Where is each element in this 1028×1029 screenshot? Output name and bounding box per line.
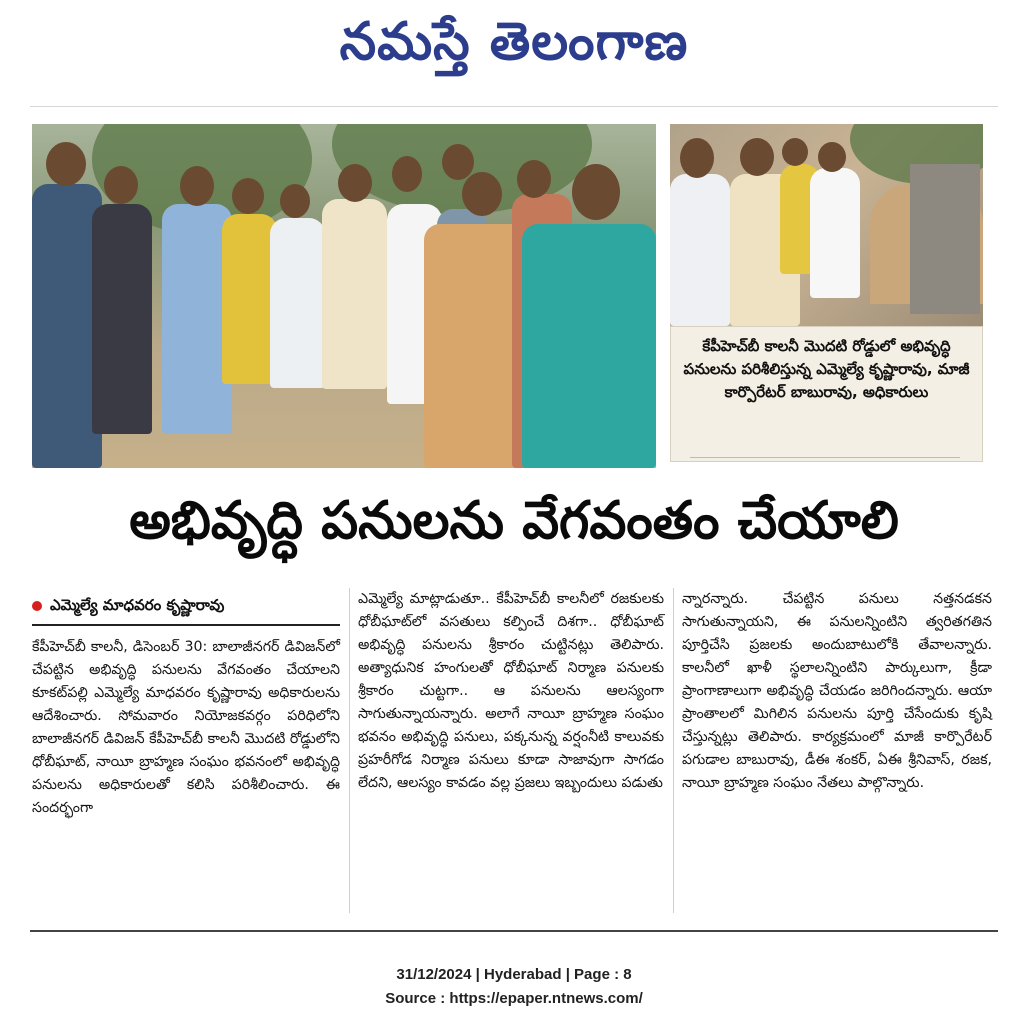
byline-text: ఎమ్మెల్యే మాధవరం కృష్ణారావు — [50, 596, 225, 614]
photo-caption: కేపీహెచ్‌బీ కాలనీ మొదటి రోడ్డులో అభివృద్ధి పనులను పరిశీలిస్తున్న ఎమ్మెల్యే కృష్ణారావు, మాజీ కార్పొరేటర్ బాబురావు, అధికారులు — [670, 326, 983, 462]
caption-underline — [690, 457, 960, 458]
article-column-2: ఎమ్మెల్యే మాట్లాడుతూ.. కేపీహెచ్‌బీ కాలనీలో రజకులకు ధోబీఘాట్‌లో వసతులు కల్పించే దిశగా.. ధోబీఘాట్ అభివృద్ధి పనులను శ్రీకారం చుట్టినట్లు తెలిపారు. అత్యాధునిక హంగులతో ధోబీఘాట్ నిర్మాణ పనులకు శ్రీకారం చుట్టగా.. ఆ పనులను ఆలస్యంగా సాగుతున్నాయన్నారు. అలాగే నాయీ బ్రాహ్మణ సంఘం భవనం అభివృద్ధి పనులు, పక్కనున్న వర్షంనీటి కాలువకు ప్రహరీగోడ నిర్మాణ పనులు కూడా సాజావుగా సాగడం లేదని, ఆలస్యం కావడం వల్ల ప్రజలు ఇబ్బందులు పడుతు — [358, 591, 664, 791]
column-separator — [349, 588, 350, 913]
article-headline: అభివృద్ధి పనులను వేగవంతం చేయాలి — [129, 491, 899, 551]
column-separator — [673, 588, 674, 913]
newspaper-masthead: నమస్తే తెలంగాణ — [339, 12, 689, 72]
edition-info: 31/12/2024 | Hyderabad | Page : 8 — [396, 966, 632, 983]
red-bullet-icon — [32, 601, 42, 611]
article-column-1: కేపీహెచ్‌బీ కాలనీ, డిసెంబర్ 30: బాలాజీనగర్ డివిజన్‌లో చేపట్టిన అభివృద్ధి పనులను వేగవంతం చేయాలని కూకట్‌పల్లి ఎమ్మెల్యే మాధవరం కృష్ణారావు అధికారులను ఆదేశించారు. సోమవారం నియోజకవర్గం పరిధిలోని బాలాజీనగర్ డివిజన్ కేపీహెచ్‌బీ కాలనీ మొదటి రోడ్డులోని ధోబీఘాట్, నాయీ బ్రాహ్మణ సంఘం భవనంలో అభివృద్ధి పనులను అధికారులతో కలిసి పరిశీలించారు. ఈ సందర్భంగా — [32, 639, 340, 816]
article-column-3: న్నారన్నారు. చేపట్టిన పనులు నత్తనడకన సాగుతున్నాయని, ఈ పనులన్నింటిని త్వరితగతిన పూర్తిచేసి ప్రజలకు అందుబాటులోకి తేవాలన్నారు. కాలనీలో ఖాళీ స్థలాలన్నింటిని పార్కులుగా, క్రీడా ప్రాంగాణాలుగా అభివృద్ధి చేయడం జరిగిందన్నారు. ఆయా ప్రాంతాలలో మిగిలిన పనులను పూర్తి చేసేందుకు కృషి చేస్తున్నట్లు తెలిపారు. కార్యక్రమంలో మాజీ కార్పొరేటర్ పగుడాల బాబురావు, డీఈ శంకర్, ఏఈ శ్రీనివాస్, రజక, నాయీ బ్రాహ్మణ సంఘం నేతలు పాల్గొన్నారు. — [682, 591, 992, 791]
article-byline — [32, 596, 340, 620]
article-bottom-rule — [30, 930, 998, 932]
masthead-divider — [30, 106, 998, 107]
news-photo-main — [32, 124, 656, 468]
source-link[interactable]: Source : https://epaper.ntnews.com/ — [385, 990, 643, 1007]
byline-divider — [32, 624, 340, 626]
news-photo-side — [670, 124, 983, 326]
